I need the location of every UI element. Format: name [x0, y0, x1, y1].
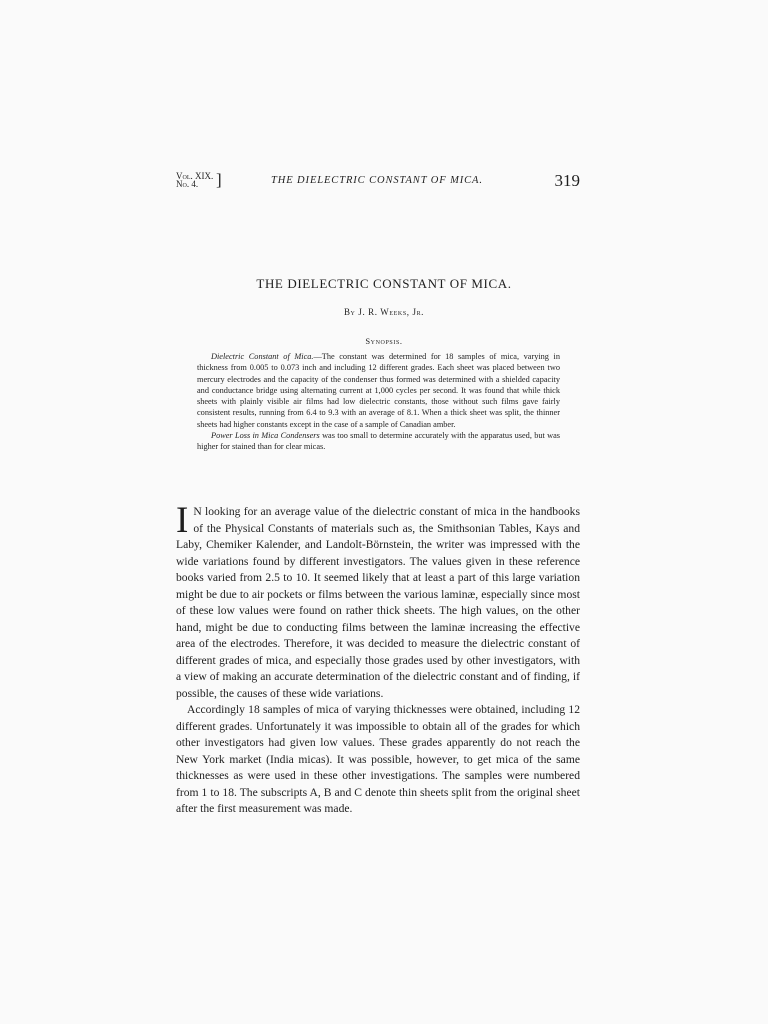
- synopsis-topic: Dielectric Constant of Mica.: [211, 352, 314, 361]
- synopsis-paragraph: [197, 351, 560, 430]
- synopsis-heading: Synopsis.: [365, 336, 403, 346]
- byline-prefix: By: [343, 307, 356, 317]
- issue-label: No. 4.: [176, 179, 199, 189]
- synopsis-text: was too small to determine accurately with the apparatus used, but was higher for stained than for clear micas.: [197, 430, 560, 451]
- volume-label: Vol. XIX.: [176, 171, 214, 181]
- page-number: 319: [554, 171, 580, 190]
- running-header: [176, 172, 580, 194]
- running-title: THE DIELECTRIC CONSTANT OF MICA.: [271, 175, 483, 186]
- article-body: [176, 500, 580, 818]
- article-title: THE DIELECTRIC CONSTANT OF MICA.: [256, 276, 512, 291]
- paragraph-text: N looking for an average value of the dielectric constant of mica in the handbooks of the Physical Constants of materials such as, the Smithsonian Tables, Kays and Laby, Chemiker Kalender, and Landolt-Börnstein, the writer was impressed with the wide variations found by different investigators. The values given in these reference books varied from 2.5 to 10. It seemed likely that at least a part of this large variation might be due to air pockets or films between the various laminæ, especially since most of these low values were found on rather thick sheets. The high values, on the other hand, might be due to conducting films between the laminæ increasing the effective area of the electrodes. Therefore, it was decided to measure the dielectric constant of different grades of mica, and especially those grades used by other investigators, with a view of making an accurate determination of the dielectric constant and of finding, if possible, the causes of these wide variations.: [176, 505, 580, 700]
- drop-cap: I: [176, 500, 189, 541]
- synopsis-text: —The constant was determined for 18 samples of mica, varying in thickness from 0.005 to 0.073 inch and including 12 different grades. Each sheet was placed between two mercury electrodes and the capacity of the condenser thus formed was determined with a shielded capacity and conductance bridge using alternating current at 1,000 cycles per second. It was found that while thick sheets with plainly visible air films had low dielectric constants, those without such films gave fairly consistent results, running from 6.4 to 9.3 with an average of 8.1. When a thick sheet was split, the thinner sheets had higher constants except in the case of a sample of Canadian amber.: [197, 352, 560, 429]
- author-name: J. R. Weeks, Jr.: [358, 307, 425, 317]
- synopsis: [197, 351, 560, 452]
- synopsis-paragraph: [197, 430, 560, 453]
- synopsis-topic: Power Loss in Mica Condensers: [211, 430, 320, 440]
- header-bracket: ]: [216, 170, 222, 189]
- body-paragraph: Accordingly 18 samples of mica of varying thicknesses were obtained, including 12 different grades. Unfortunately it was impossible to obtain all of the grades for which other investigators had given low values. These grades apparently do not reach the New York market (India micas). It was possible, however, to get mica of the same thicknesses as were used in these other investigations. The samples were numbered from 1 to 18. The subscripts A, B and C denote thin sheets split from the original sheet after the first measurement was made.: [176, 703, 580, 815]
- byline: [0, 307, 768, 317]
- volume-issue: [176, 170, 222, 189]
- body-paragraph: [176, 500, 580, 702]
